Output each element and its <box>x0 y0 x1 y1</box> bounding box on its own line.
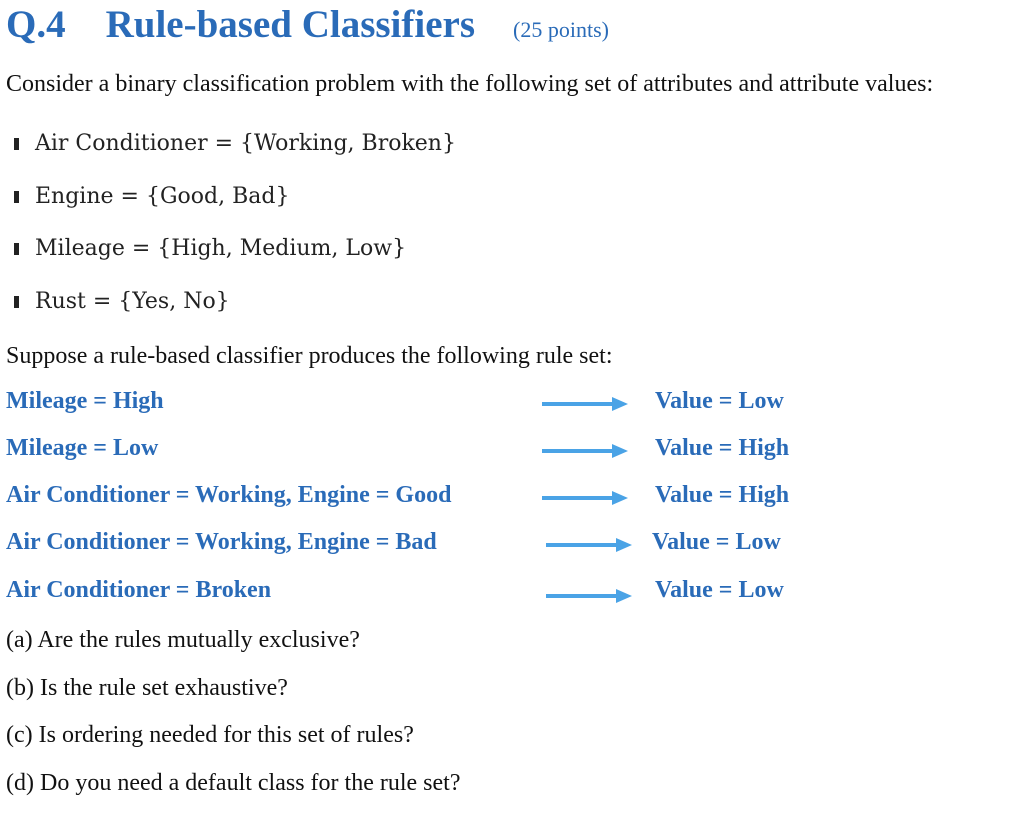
rule-condition: Mileage = High <box>6 388 164 415</box>
rules-intro-text: Suppose a rule-based classifier produces the following rule set: <box>6 340 613 372</box>
question-number: Q.4 <box>6 2 66 48</box>
bullet-icon <box>14 191 19 203</box>
rule-condition: Air Conditioner = Working, Engine = Bad <box>6 529 437 556</box>
question-c: (c) Is ordering needed for this set of rules? <box>6 719 461 767</box>
rule-row <box>0 525 1024 565</box>
rule-result: Value = Low <box>655 577 784 604</box>
attribute-text: Engine = {Good, Bad} <box>35 177 289 217</box>
right-arrow-icon <box>540 490 630 506</box>
question-title: Rule-based Classifiers <box>106 2 475 48</box>
attribute-text: Rust = {Yes, No} <box>35 282 230 322</box>
right-arrow-icon <box>544 537 634 553</box>
question-a: (a) Are the rules mutually exclusive? <box>6 624 461 672</box>
attribute-text: Mileage = {High, Medium, Low} <box>35 229 406 269</box>
rule-condition: Air Conditioner = Working, Engine = Good <box>6 482 451 509</box>
attribute-item <box>14 276 456 329</box>
rule-row <box>0 431 1024 471</box>
right-arrow-icon <box>540 396 630 412</box>
rule-result: Value = High <box>655 482 789 509</box>
rule-row <box>0 478 1024 518</box>
attribute-list <box>14 118 456 328</box>
rule-result: Value = Low <box>655 388 784 415</box>
bullet-icon <box>14 296 19 308</box>
bullet-icon <box>14 138 19 150</box>
right-arrow-icon <box>544 588 634 604</box>
rule-result: Value = Low <box>652 529 781 556</box>
question-b: (b) Is the rule set exhaustive? <box>6 672 461 720</box>
attribute-item <box>14 171 456 224</box>
rule-row <box>0 384 1024 424</box>
right-arrow-icon <box>540 443 630 459</box>
question-points: (25 points) <box>513 17 609 43</box>
intro-text: Consider a binary classification problem with the following set of attributes and attribute values: <box>6 68 933 100</box>
rule-row <box>0 573 1024 613</box>
question-header <box>6 2 609 48</box>
bullet-icon <box>14 243 19 255</box>
attribute-item <box>14 223 456 276</box>
attribute-item <box>14 118 456 171</box>
rule-condition: Air Conditioner = Broken <box>6 577 271 604</box>
question-list <box>6 624 461 814</box>
rule-result: Value = High <box>655 435 789 462</box>
attribute-text: Air Conditioner = {Working, Broken} <box>35 124 456 164</box>
question-d: (d) Do you need a default class for the rule set? <box>6 767 461 814</box>
rule-condition: Mileage = Low <box>6 435 158 462</box>
